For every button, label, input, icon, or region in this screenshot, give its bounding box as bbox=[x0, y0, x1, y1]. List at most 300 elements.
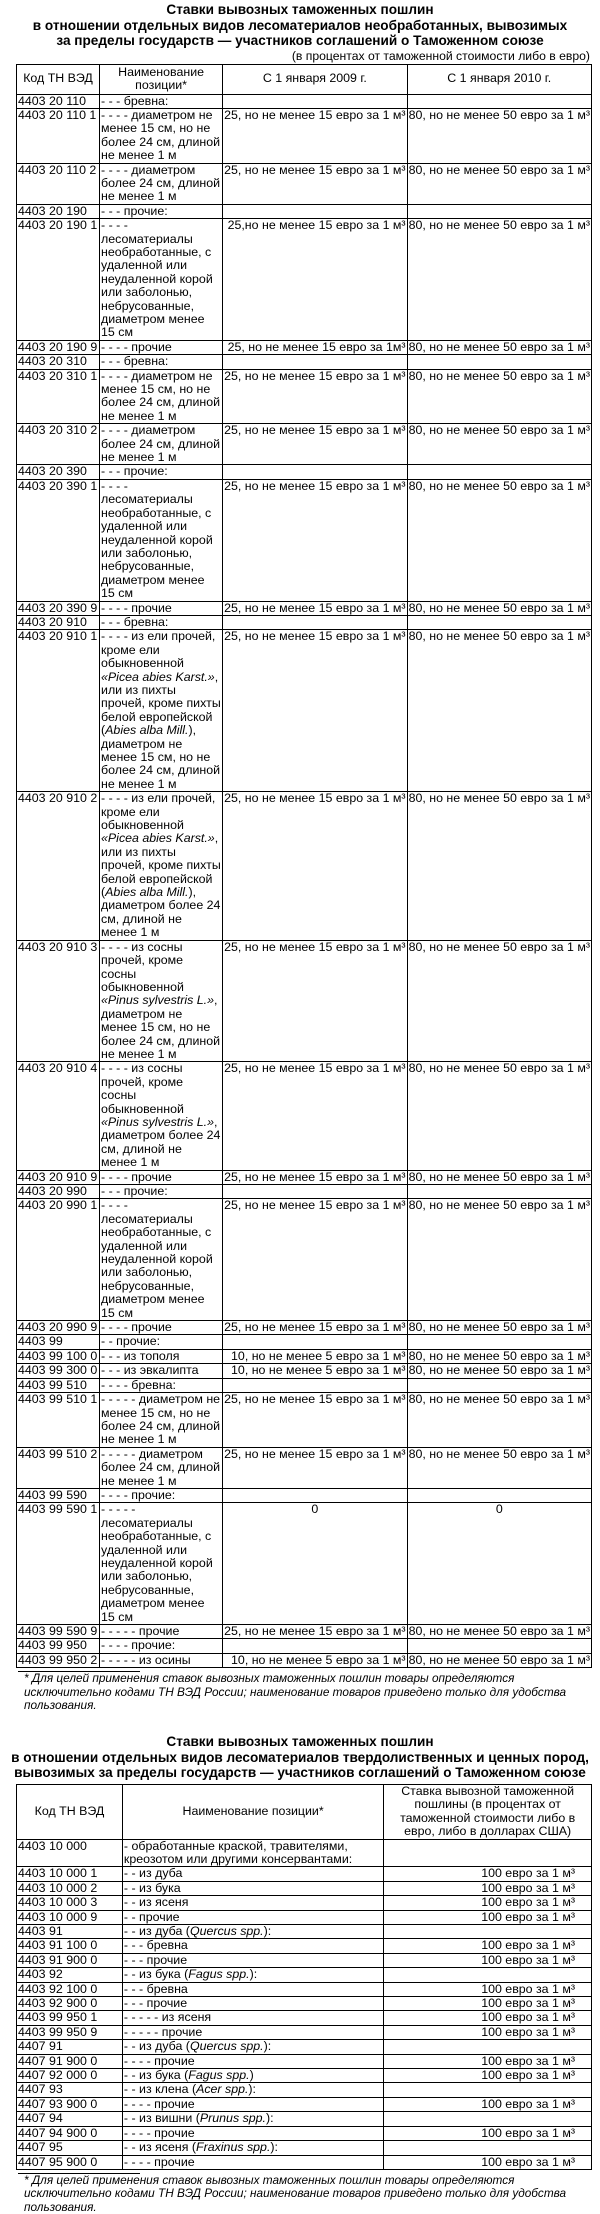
rate-2010-cell: 80, но не менее 50 евро за 1 м³ bbox=[407, 369, 591, 424]
rate-2010-cell: 80, но не менее 50 евро за 1 м³ bbox=[408, 600, 590, 615]
table-row bbox=[17, 2069, 592, 2083]
table-row bbox=[17, 2097, 592, 2111]
name-cell: - - - - прочие bbox=[100, 1170, 223, 1184]
rate-2009-cell: 25, но не менее 15 евро за 1 м³ bbox=[223, 424, 407, 465]
rate-cell: 100 евро за 1 м³ bbox=[384, 1896, 592, 1910]
table-row bbox=[17, 355, 592, 369]
table-row bbox=[17, 940, 592, 1062]
rate-2009-cell: 25, но не менее 15 евро за 1 м³ bbox=[223, 1062, 407, 1170]
table1-title-line: за пределы государств — участников соглашений о Таможенном союзе bbox=[56, 33, 544, 48]
table-row bbox=[17, 465, 592, 479]
rate-2010-cell: 80, но не менее 50 евро за 1 м³ bbox=[407, 108, 591, 163]
table-row bbox=[17, 2040, 592, 2054]
name-text: ): bbox=[270, 2140, 278, 2155]
name-cell: - - - - - из осины bbox=[100, 1653, 223, 1667]
table-row bbox=[17, 163, 592, 204]
table-row bbox=[17, 1910, 592, 1924]
name-cell: - - - прочие: bbox=[100, 1185, 223, 1199]
rate-cell bbox=[384, 2083, 592, 2097]
rate-cell bbox=[384, 1925, 592, 1939]
name-cell: - - - - лесоматериалы необработанные, с удаленной или неудаленной корой или заболонью, небрусованные, диаметром менее 15 см bbox=[100, 219, 223, 341]
code-cell: 4407 94 900 0 bbox=[17, 2126, 123, 2140]
table1-footnote: * Для целей применения ставок вывозных таможенных пошлин товары определяются исключительно кодами ТН ВЭД России; наименование товаров приведено только для удобства пользования. bbox=[24, 1671, 567, 1713]
rate-2010-cell bbox=[407, 355, 591, 369]
name-cell: - - - бревна: bbox=[100, 355, 223, 369]
rate-2009-cell bbox=[223, 1335, 407, 1349]
name-cell: - - - - прочие bbox=[100, 340, 223, 354]
table-row bbox=[17, 792, 592, 940]
name-text: - - - - из сосны прочей, кроме сосны обыкновенной bbox=[101, 1061, 184, 1116]
latin-species-name: Fagus spp. bbox=[188, 1967, 250, 1982]
table-row bbox=[17, 424, 592, 465]
code-cell: 4403 10 000 9 bbox=[17, 1910, 123, 1924]
name-cell: - - - из тополя bbox=[100, 1349, 223, 1363]
rate-cell: 100 евро за 1 м³ bbox=[384, 1881, 592, 1895]
rate-2009-cell bbox=[223, 615, 407, 629]
rate-2009-cell: 25, но не менее 15 евро за 1 м³ bbox=[223, 163, 407, 204]
latin-species-name: «Pinus sylvestris L.» bbox=[101, 1114, 214, 1129]
table2-header-code: Код ТН ВЭД bbox=[17, 1784, 123, 1839]
code-cell: 4407 94 bbox=[17, 2112, 123, 2126]
name-cell: - - - бревна bbox=[122, 1982, 383, 1996]
table-row bbox=[17, 2141, 592, 2155]
name-text: - - - - из ели прочей, кроме ели обыкновенной bbox=[101, 791, 216, 833]
table-row bbox=[17, 94, 592, 108]
table-row bbox=[17, 615, 592, 629]
table-row bbox=[17, 1364, 592, 1378]
table1-header-2010: С 1 января 2010 г. bbox=[407, 64, 591, 94]
code-cell: 4403 99 100 0 bbox=[17, 1349, 100, 1363]
code-cell: 4403 99 510 bbox=[17, 1378, 100, 1392]
name-text: - - - - из ели прочей, кроме ели обыкновенной bbox=[101, 629, 216, 671]
name-cell: - - - - прочие bbox=[122, 2097, 383, 2111]
rate-cell bbox=[384, 2141, 592, 2155]
rate-cell bbox=[384, 2112, 592, 2126]
name-cell: - - - - диаметром не менее 15 см, но не более 24 см, длиной не менее 1 м bbox=[100, 108, 223, 163]
name-text: - - из вишни ( bbox=[123, 2111, 200, 2126]
code-cell: 4407 93 bbox=[17, 2083, 123, 2097]
name-cell: - - - - - прочие bbox=[100, 1625, 223, 1639]
rate-2010-cell bbox=[407, 1639, 591, 1653]
code-cell: 4403 20 390 9 bbox=[17, 601, 100, 615]
rate-2010-cell: 80, но не менее 50 евро за 1 м³ bbox=[407, 479, 591, 601]
table-row bbox=[17, 1199, 592, 1321]
name-cell: - - - - - прочие bbox=[122, 2025, 383, 2039]
rate-cell: 100 евро за 1 м³ bbox=[384, 2054, 592, 2068]
code-cell: 4403 10 000 2 bbox=[17, 1881, 123, 1895]
rate-2010-cell: 80, но не менее 50 евро за 1 м³ bbox=[407, 1393, 591, 1448]
latin-species-name: Abies alba Mill. bbox=[105, 723, 189, 738]
code-cell: 4403 99 950 2 bbox=[17, 1653, 100, 1667]
rate-2010-cell: 80, но не менее 50 евро за 1 м³ bbox=[407, 163, 591, 204]
table-row bbox=[17, 2112, 592, 2126]
name-text: ): bbox=[263, 2039, 272, 2054]
rate-2010-cell: 80, но не менее 50 евро за 1 м³ bbox=[407, 424, 591, 465]
name-cell: - - из ясеня bbox=[122, 1896, 383, 1910]
name-cell: - - из дуба bbox=[122, 1867, 383, 1881]
latin-species-name: «Picea abies Karst.» bbox=[101, 831, 215, 846]
name-cell: - - - бревна bbox=[122, 1939, 383, 1953]
name-cell bbox=[100, 630, 223, 792]
code-cell: 4407 95 900 0 bbox=[17, 2155, 123, 2169]
table-row bbox=[17, 219, 592, 341]
table-row bbox=[17, 1896, 592, 1910]
name-cell: - - - - - диаметром не менее 15 см, но не более 24 см, длиной не менее 1 м bbox=[100, 1393, 223, 1448]
table1-title-line: в отношении отдельных видов лесоматериалов необработанных, вывозимых bbox=[32, 17, 568, 33]
table-row bbox=[17, 2025, 592, 2039]
code-cell: 4403 10 000 bbox=[17, 1839, 123, 1867]
table-row bbox=[17, 1653, 592, 1667]
rate-2009-cell bbox=[223, 1639, 407, 1653]
name-cell: - - - бревна: bbox=[100, 94, 223, 108]
rate-2010-cell: 80, но не менее 50 евро за 1 м³ bbox=[407, 792, 591, 940]
rate-2010-cell: 80, но не менее 50 евро за 1 м³ bbox=[407, 219, 591, 341]
rate-2009-cell: 25, но не менее 15 евро за 1 м³ bbox=[224, 1320, 406, 1335]
code-cell: 4403 99 590 1 bbox=[17, 1503, 100, 1625]
name-text: , диаметром более 24 см, длиной не менее 1 м bbox=[101, 1114, 221, 1170]
table1 bbox=[16, 64, 592, 1669]
table-row bbox=[17, 1185, 592, 1199]
rate-2010-cell bbox=[407, 1335, 591, 1349]
name-text: ): bbox=[248, 2082, 256, 2097]
code-cell: 4403 92 bbox=[17, 1968, 123, 1982]
table-row bbox=[17, 1982, 592, 1996]
name-text: - - из дуба ( bbox=[123, 2039, 190, 2054]
name-text: ): bbox=[249, 1967, 258, 1982]
rate-2009-cell: 10, но не менее 5 евро за 1 м³ bbox=[223, 1364, 407, 1378]
rate-2010-cell: 80, но не менее 50 евро за 1 м³ bbox=[408, 339, 590, 354]
table2-header-name: Наименование позиции* bbox=[122, 1784, 383, 1839]
latin-species-name: Quercus spp. bbox=[189, 1924, 264, 1938]
latin-species-name: «Picea abies Karst.» bbox=[101, 669, 215, 684]
rate-2009-cell: 25, но не менее 15 евро за 1 м³ bbox=[223, 1447, 407, 1488]
rate-2010-cell: 80, но не менее 50 евро за 1 м³ bbox=[407, 630, 591, 792]
code-cell: 4403 91 100 0 bbox=[17, 1939, 123, 1953]
name-cell: - - - прочие: bbox=[100, 465, 223, 479]
rate-2009-cell: 0 bbox=[223, 1503, 407, 1625]
rate-cell: 100 евро за 1 м³ bbox=[384, 1867, 592, 1881]
name-cell: - - - прочие bbox=[122, 1953, 383, 1967]
name-cell: - - - - бревна: bbox=[100, 1378, 223, 1392]
name-cell: - - - - прочие bbox=[100, 1321, 223, 1335]
name-cell: - - - - прочие bbox=[122, 2155, 383, 2169]
latin-species-name: Prunus spp. bbox=[199, 2111, 266, 2126]
name-text: , или из пихты прочей, кроме пихты белой европейской ( bbox=[101, 669, 221, 738]
name-cell: - - - прочие: bbox=[100, 204, 223, 218]
rate-2010-cell: 80, но не менее 50 евро за 1 м³ bbox=[407, 1199, 591, 1321]
rate-2009-cell: 25, но не менее 15 евро за 1 м³ bbox=[224, 1169, 406, 1184]
name-cell: - - прочие: bbox=[100, 1335, 223, 1349]
code-cell: 4403 10 000 3 bbox=[17, 1896, 123, 1910]
code-cell: 4403 91 900 0 bbox=[17, 1953, 123, 1967]
table-row bbox=[17, 630, 592, 792]
rate-2010-cell bbox=[407, 94, 591, 108]
code-cell: 4403 20 990 1 bbox=[17, 1199, 100, 1321]
table1-header-2009: С 1 января 2009 г. bbox=[223, 64, 407, 94]
latin-species-name: Fraxinus spp. bbox=[196, 2140, 271, 2155]
latin-species-name: Quercus spp. bbox=[189, 2039, 264, 2054]
name-text: , или из пихты прочей, кроме пихты белой европейской ( bbox=[101, 831, 221, 900]
table1-body bbox=[17, 94, 592, 1668]
code-cell: 4403 99 950 bbox=[17, 1639, 100, 1653]
rate-2010-cell: 80, но не менее 50 евро за 1 м³ bbox=[408, 1624, 590, 1638]
table-row bbox=[17, 1170, 592, 1184]
table-row bbox=[17, 1378, 592, 1392]
name-text: ), диаметром не менее 15 см, но не более 24 см, длиной не менее 1 м bbox=[101, 723, 221, 791]
table-row bbox=[17, 369, 592, 424]
table-row bbox=[17, 1968, 592, 1982]
code-cell: 4403 20 910 bbox=[17, 615, 100, 629]
rate-cell: 100 евро за 1 м³ bbox=[384, 1997, 592, 2011]
latin-species-name: Abies alba Mill. bbox=[105, 885, 189, 900]
rate-2010-cell bbox=[407, 1185, 591, 1199]
name-text: - - - - из сосны прочей, кроме сосны обыкновенной bbox=[101, 939, 184, 994]
name-cell: - - - - прочие bbox=[122, 2054, 383, 2068]
code-cell: 4403 99 950 1 bbox=[17, 2011, 123, 2025]
code-cell: 4407 95 bbox=[17, 2141, 123, 2155]
rate-2010-cell: 80, но не менее 50 евро за 1 м³ bbox=[408, 1652, 590, 1667]
table-row bbox=[17, 1953, 592, 1967]
code-cell: 4403 10 000 1 bbox=[17, 1867, 123, 1881]
code-cell: 4403 99 590 bbox=[17, 1488, 100, 1502]
name-cell: - - - - прочие bbox=[100, 601, 223, 615]
table-row bbox=[17, 479, 592, 601]
table-row bbox=[17, 2011, 592, 2025]
table2-header-rate: Ставка вывозной таможенной пошлины (в процентах от таможенной стоимости либо в евро, либо в долларах США) bbox=[384, 1784, 592, 1839]
code-cell: 4403 20 110 2 bbox=[17, 163, 100, 204]
code-cell: 4403 99 bbox=[17, 1335, 100, 1349]
table1-unit-note: (в процентах от таможенной стоимости либо в евро) bbox=[291, 48, 590, 63]
table-row bbox=[17, 108, 592, 163]
rate-2009-cell: 10, но не менее 5 евро за 1 м³ bbox=[223, 1653, 407, 1667]
table-row bbox=[17, 1881, 592, 1895]
table-row bbox=[17, 1997, 592, 2011]
table1-title-line: Ставки вывозных таможенных пошлин bbox=[166, 2, 434, 17]
rate-cell: 100 евро за 1 м³ bbox=[384, 2011, 592, 2025]
rate-cell bbox=[384, 1839, 592, 1867]
name-cell: - - - - - диаметром более 24 см, длиной не менее 1 м bbox=[100, 1447, 223, 1488]
code-cell: 4403 20 910 1 bbox=[17, 630, 100, 792]
name-cell bbox=[122, 1968, 383, 1982]
name-cell bbox=[100, 940, 223, 1062]
code-cell: 4403 92 900 0 bbox=[17, 1997, 123, 2011]
name-cell: - - - - - лесоматериалы необработанные, с удаленной или неудаленной корой или заболонью, небрусованные, диаметром менее 15 см bbox=[100, 1503, 223, 1625]
table-row bbox=[17, 1062, 592, 1170]
name-cell bbox=[122, 2040, 383, 2054]
name-cell: - - - - диаметром более 24 см, длиной не менее 1 м bbox=[100, 163, 223, 204]
table-row bbox=[17, 1639, 592, 1653]
code-cell: 4403 99 510 1 bbox=[17, 1393, 100, 1448]
rate-cell: 100 евро за 1 м³ bbox=[384, 1982, 592, 1996]
name-cell: - - - - прочие bbox=[122, 2126, 383, 2140]
name-text: , диаметром не менее 15 см, но не более 24 см, длиной не менее 1 м bbox=[101, 993, 221, 1061]
rate-cell: 100 евро за 1 м³ bbox=[384, 1953, 592, 1967]
rate-cell: 100 евро за 1 м³ bbox=[384, 2126, 592, 2140]
table-row bbox=[17, 1447, 592, 1488]
code-cell: 4403 20 910 3 bbox=[17, 940, 100, 1062]
rate-2010-cell: 80, но не менее 50 евро за 1 м³ bbox=[407, 1447, 591, 1488]
name-cell bbox=[122, 2112, 383, 2126]
name-text: ): bbox=[266, 2111, 274, 2126]
code-cell: 4403 92 100 0 bbox=[17, 1982, 123, 1996]
rate-2010-cell: 80, но не менее 50 евро за 1 м³ bbox=[408, 1169, 590, 1184]
name-cell: - - прочие bbox=[122, 1910, 383, 1924]
latin-species-name: Fagus spp. bbox=[188, 2068, 250, 2083]
code-cell: 4403 99 950 9 bbox=[17, 2025, 123, 2039]
name-cell: - - - - лесоматериалы необработанные, с удаленной или неудаленной корой или заболонью, небрусованные, диаметром менее 15 см bbox=[100, 479, 223, 601]
table-row bbox=[17, 1867, 592, 1881]
rate-2009-cell bbox=[223, 1185, 407, 1199]
table-row bbox=[17, 2126, 592, 2140]
code-cell: 4403 91 bbox=[17, 1925, 123, 1939]
code-cell: 4407 93 900 0 bbox=[17, 2097, 123, 2111]
code-cell: 4403 20 310 2 bbox=[17, 424, 100, 465]
rate-2010-cell bbox=[407, 1488, 591, 1502]
rate-2009-cell bbox=[223, 1488, 407, 1502]
rate-2009-cell: 25, но не менее 15 евро за 1 м³ bbox=[223, 792, 407, 940]
name-cell: - - - - диаметром более 24 см, длиной не менее 1 м bbox=[100, 424, 223, 465]
name-text: - - из ясеня ( bbox=[123, 2140, 197, 2155]
rate-cell: 100 евро за 1 м³ bbox=[384, 2097, 592, 2111]
rate-2009-cell: 10, но не менее 5 евро за 1 м³ bbox=[223, 1349, 407, 1363]
code-cell: 4407 92 000 0 bbox=[17, 2069, 123, 2083]
rate-2009-cell: 25, но не менее 15 евро за 1 м³ bbox=[223, 1393, 407, 1448]
table-row bbox=[17, 340, 592, 354]
table-row bbox=[17, 1625, 592, 1639]
name-cell bbox=[122, 2141, 383, 2155]
name-text: - - из дуба ( bbox=[123, 1924, 190, 1938]
code-cell: 4403 99 510 2 bbox=[17, 1447, 100, 1488]
code-cell: 4403 20 310 1 bbox=[17, 369, 100, 424]
rate-2010-cell: 80, но не менее 50 евро за 1 м³ bbox=[408, 1320, 590, 1335]
code-cell: 4403 20 390 bbox=[17, 465, 100, 479]
table2-title bbox=[0, 1734, 600, 1781]
name-cell: - обработанные краской, травителями, креозотом или другими консервантами: bbox=[122, 1839, 383, 1867]
code-cell: 4403 20 110 1 bbox=[17, 108, 100, 163]
name-text: ), диаметром более 24 см, длиной не менее 1 м bbox=[101, 885, 221, 940]
rate-cell: 100 евро за 1 м³ bbox=[384, 2069, 592, 2083]
table-row bbox=[17, 1393, 592, 1448]
name-cell: - - из бука bbox=[122, 1881, 383, 1895]
name-cell bbox=[122, 1925, 383, 1939]
code-cell: 4403 20 910 4 bbox=[17, 1062, 100, 1170]
code-cell: 4403 20 190 1 bbox=[17, 219, 100, 341]
code-cell: 4403 20 110 bbox=[17, 94, 100, 108]
rate-2009-cell bbox=[223, 465, 407, 479]
table2-title-line: в отношении отдельных видов лесоматериалов твердолиственных и ценных пород, bbox=[11, 1749, 589, 1765]
rate-2009-cell bbox=[223, 204, 407, 218]
table-row bbox=[17, 1839, 592, 1867]
table-row bbox=[17, 2054, 592, 2068]
code-cell: 4407 91 900 0 bbox=[17, 2054, 123, 2068]
code-cell: 4403 20 910 2 bbox=[17, 792, 100, 940]
code-cell: 4403 20 990 bbox=[17, 1185, 100, 1199]
name-cell: - - - - прочие: bbox=[100, 1639, 223, 1653]
code-cell: 4407 91 bbox=[17, 2040, 123, 2054]
code-cell: 4403 20 990 9 bbox=[17, 1321, 100, 1335]
rate-cell: 100 евро за 1 м³ bbox=[384, 1910, 592, 1924]
code-cell: 4403 20 910 9 bbox=[17, 1170, 100, 1184]
rate-2009-cell: 25, но не менее 15 евро за 1 м³ bbox=[223, 1199, 407, 1321]
name-cell bbox=[122, 2083, 383, 2097]
rate-2009-cell bbox=[223, 94, 407, 108]
rate-2010-cell bbox=[407, 615, 591, 629]
name-cell: - - - прочие bbox=[122, 1997, 383, 2011]
code-cell: 4403 20 190 bbox=[17, 204, 100, 218]
name-cell: - - - - прочие: bbox=[100, 1488, 223, 1502]
table-row bbox=[17, 1939, 592, 1953]
name-cell: - - - бревна: bbox=[100, 615, 223, 629]
rate-cell: 100 евро за 1 м³ bbox=[384, 2155, 592, 2169]
rate-cell: 100 евро за 1 м³ bbox=[384, 1939, 592, 1953]
name-cell: - - - - диаметром не менее 15 см, но не более 24 см, длиной не менее 1 м bbox=[100, 369, 223, 424]
table1-title bbox=[0, 0, 600, 49]
rate-2010-cell: 80, но не менее 50 евро за 1 м³ bbox=[407, 1062, 591, 1170]
rate-2010-cell bbox=[407, 204, 591, 218]
rate-2009-cell: 25, но не менее 15 евро за 1м³ bbox=[223, 340, 407, 354]
table-row bbox=[17, 204, 592, 218]
rate-2010-cell: 0 bbox=[407, 1503, 591, 1625]
table2-title-line: вывозимых за пределы государств — участников соглашений о Таможенном союзе bbox=[14, 1765, 586, 1781]
code-cell: 4403 99 300 0 bbox=[17, 1364, 100, 1378]
table1-header-name: Наименование позиции* bbox=[100, 64, 223, 94]
rate-cell bbox=[384, 1968, 592, 1982]
table-row bbox=[17, 2083, 592, 2097]
rate-2009-cell: 25, но не менее 15 евро за 1 м³ bbox=[224, 600, 406, 615]
table-row bbox=[17, 601, 592, 615]
rate-2009-cell: 25, но не менее 15 евро за 1 м³ bbox=[223, 108, 407, 163]
table-row bbox=[17, 1925, 592, 1939]
table2-title-line: Ставки вывозных таможенных пошлин bbox=[166, 1734, 434, 1750]
name-cell: - - - из эвкалипта bbox=[100, 1364, 223, 1378]
table2-footnote: * Для целей применения ставок вывозных таможенных пошлин товары определяются исключительно кодами ТН ВЭД России; наименование товаров приведено только для удобства пользования. bbox=[24, 2172, 567, 2214]
table1-header-code: Код ТН ВЭД bbox=[17, 64, 100, 94]
rate-2009-cell: 25, но не менее 15 евро за 1 м³ bbox=[223, 479, 407, 601]
rate-2010-cell: 80, но не менее 50 евро за 1 м³ bbox=[407, 940, 591, 1062]
name-cell bbox=[100, 1062, 223, 1170]
rate-2009-cell bbox=[223, 355, 407, 369]
name-cell bbox=[100, 792, 223, 940]
name-text: - - из бука ( bbox=[123, 1967, 189, 1982]
code-cell: 4403 20 190 9 bbox=[17, 340, 100, 354]
rate-2009-cell: 25,но не менее 15 евро за 1 м³ bbox=[223, 219, 407, 341]
rate-2009-cell: 25, но не менее 15 евро за 1 м³ bbox=[223, 369, 407, 424]
rate-cell bbox=[384, 2040, 592, 2054]
rate-2010-cell bbox=[407, 1378, 591, 1392]
table2 bbox=[16, 1784, 592, 2170]
table-row bbox=[17, 1503, 592, 1625]
rate-2009-cell: 25, но не менее 15 евро за 1 м³ bbox=[223, 630, 407, 792]
name-text: - - из клена ( bbox=[123, 2082, 197, 2097]
name-text: ) bbox=[249, 2068, 254, 2083]
code-cell: 4403 20 310 bbox=[17, 355, 100, 369]
name-text: - - из бука ( bbox=[123, 2068, 189, 2083]
code-cell: 4403 20 390 1 bbox=[17, 479, 100, 601]
table-row bbox=[17, 2155, 592, 2169]
table-row bbox=[17, 1488, 592, 1502]
code-cell: 4403 99 590 9 bbox=[17, 1625, 100, 1639]
rate-2010-cell: 80, но не менее 50 евро за 1 м³ bbox=[408, 1348, 590, 1363]
rate-2010-cell bbox=[407, 465, 591, 479]
name-cell: - - - - - из ясеня bbox=[122, 2011, 383, 2025]
rate-2009-cell: 25, но не менее 15 евро за 1 м³ bbox=[224, 1624, 406, 1638]
latin-species-name: Acer spp. bbox=[196, 2082, 249, 2097]
latin-species-name: «Pinus sylvestris L.» bbox=[101, 993, 214, 1008]
rate-2009-cell: 25, но не менее 15 евро за 1 м³ bbox=[223, 940, 407, 1062]
table-row bbox=[17, 1321, 592, 1335]
table2-body bbox=[17, 1839, 592, 2169]
rate-2010-cell: 80, но не менее 50 евро за 1 м³ bbox=[408, 1363, 590, 1378]
